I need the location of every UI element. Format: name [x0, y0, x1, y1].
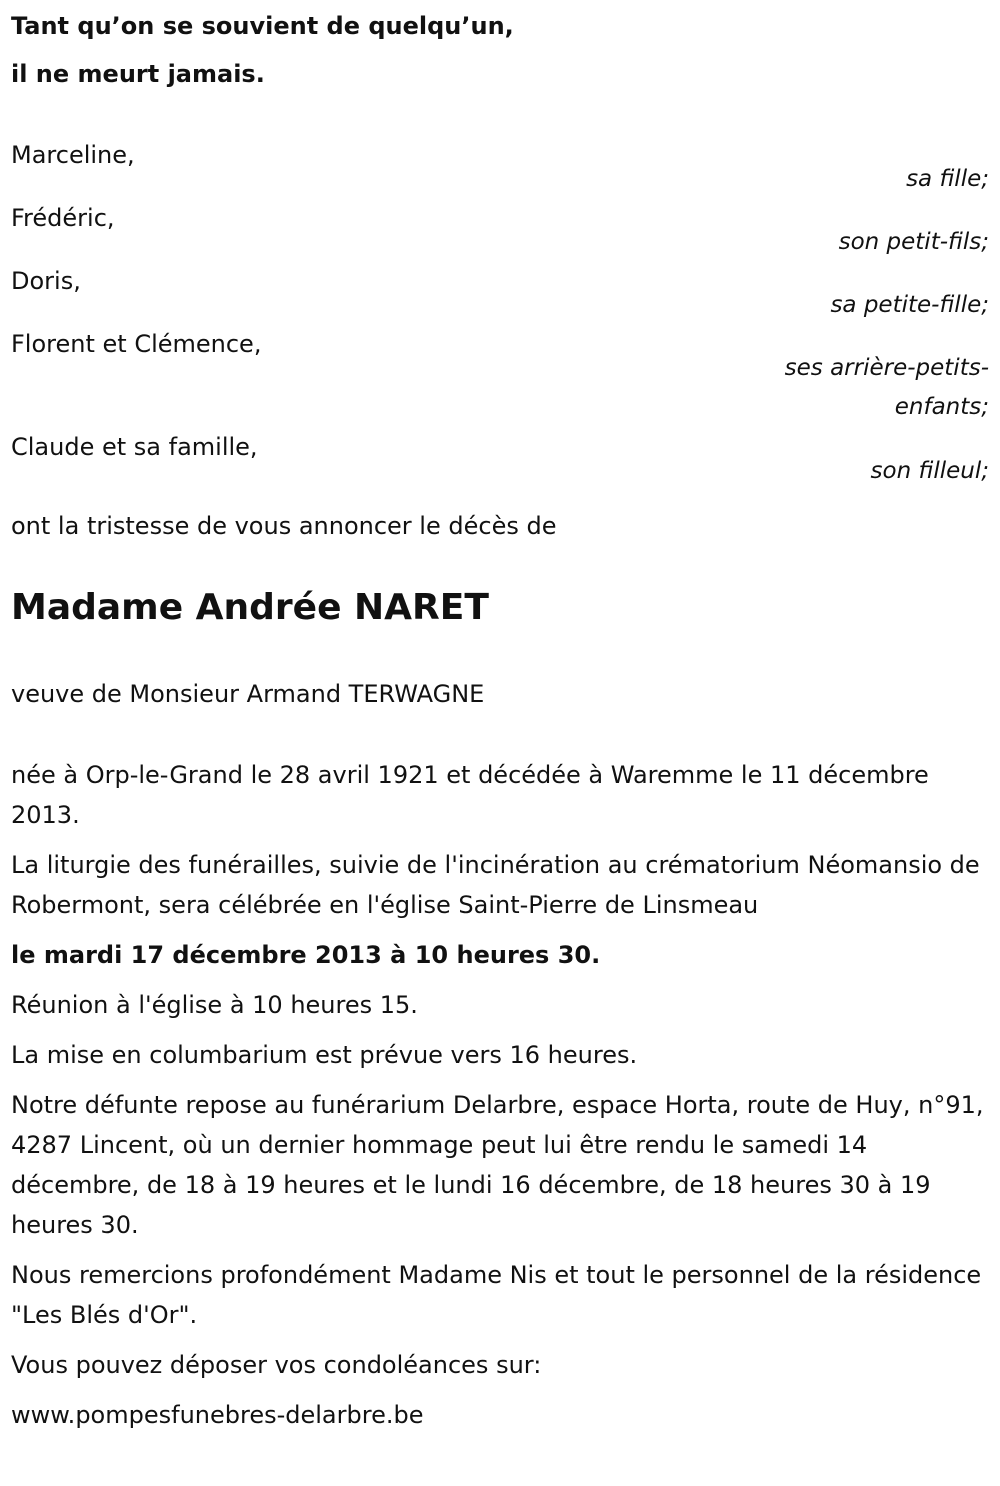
announcement-intro: ont la tristesse de vous annoncer le décès de: [11, 512, 557, 540]
condolences-paragraph: Vous pouvez déposer vos condoléances sur:: [11, 1351, 542, 1379]
family-role-marceline: sa fille;: [906, 166, 989, 192]
website-link[interactable]: www.pompesfunebres-delarbre.be: [11, 1401, 424, 1429]
deceased-name: Madame Andrée NARET: [11, 587, 489, 628]
family-name-claude: Claude et sa famille,: [11, 433, 258, 461]
funerarium-paragraph: Notre défunte repose au funérarium Delarbre, espace Horta, route de Huy, n°91, 4287 Lincent, où un dernier hommage peut lui être rendu le samedi 14 décembre, de 18 à 19 heures et le lundi 16 décembre, de 18 heures 30 à 19 heures 30.: [11, 1091, 984, 1239]
columbarium-paragraph: La mise en columbarium est prévue vers 16 heures.: [11, 1041, 638, 1069]
family-name-frederic: Frédéric,: [11, 204, 115, 232]
family-role-claude: son filleul;: [870, 458, 989, 484]
birth-death-paragraph: née à Orp-le-Grand le 28 avril 1921 et décédée à Waremme le 11 décembre 2013.: [11, 761, 929, 829]
website-paragraph: [11, 1395, 986, 1435]
liturgy-paragraph: La liturgie des funérailles, suivie de l'incinération au crématorium Néomansio de Robermont, sera célébrée en l'église Saint-Pierre de Linsmeau: [11, 851, 980, 919]
family-role-frederic: son petit-fils;: [838, 229, 989, 255]
meeting-paragraph: Réunion à l'église à 10 heures 15.: [11, 991, 418, 1019]
family-name-florent-clemence: Florent et Clémence,: [11, 330, 262, 358]
family-role-doris: sa petite-fille;: [830, 292, 989, 318]
family-name-doris: Doris,: [11, 267, 81, 295]
motto: [11, 2, 991, 98]
family-role-florent-clemence-line2: enfants;: [894, 394, 989, 420]
obituary-page: [11, 0, 991, 98]
motto-line-1: Tant qu’on se souvient de quelqu’un,: [11, 12, 514, 40]
motto-line-2: il ne meurt jamais.: [11, 60, 265, 88]
ceremony-date: le mardi 17 décembre 2013 à 10 heures 30.: [11, 941, 601, 969]
family-name-marceline: Marceline,: [11, 141, 135, 169]
obituary-body: [11, 755, 986, 1445]
thanks-paragraph: Nous remercions profondément Madame Nis et tout le personnel de la résidence "Les Blés d'Or".: [11, 1261, 982, 1329]
family-role-florent-clemence-line1: ses arrière-petits-: [784, 355, 989, 381]
widow-of: veuve de Monsieur Armand TERWAGNE: [11, 680, 485, 708]
